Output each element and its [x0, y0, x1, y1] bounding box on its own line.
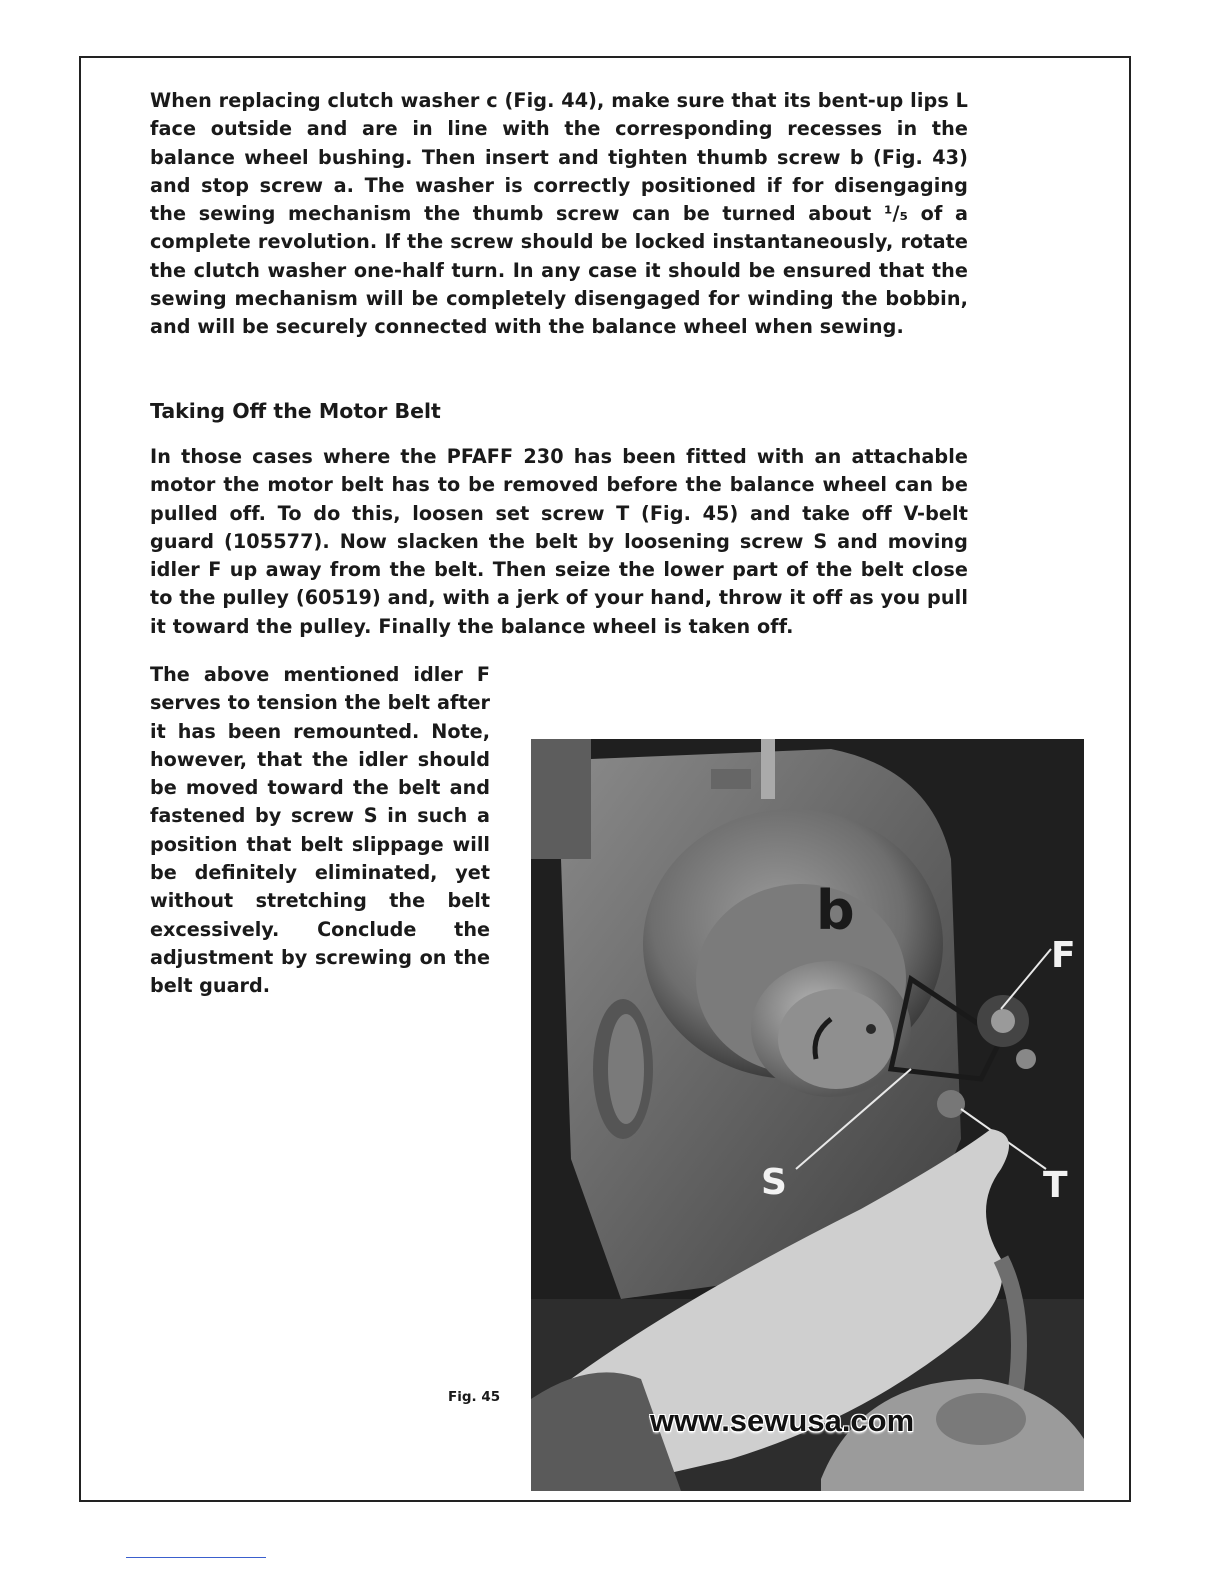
paragraph-clutch-washer: When replacing clutch washer c (Fig. 44), make sure that its bent-up lips L face outside and are in line with the corresponding recesses in the balance wheel bushing. Then insert and tighten thumb screw b (Fig. 43) and stop screw a. The washer is correctly positioned if for disengaging the sewing mechanism the thumb screw can be turned about ¹/₅ of a complete revolution. If the screw should be locked instantaneously, rotate the clutch washer one-half turn. In any case it should be ensured that the sewing mechanism will be completely disengaged for winding the bobbin, and will be securely connected with the balance wheel when sewing. [150, 89, 968, 339]
footer-divider [126, 1557, 266, 1558]
sewing-machine-illustration [531, 739, 1084, 1491]
section-heading: Taking Off the Motor Belt [150, 399, 441, 423]
label-S: S [761, 1162, 787, 1203]
label-T: T [1043, 1165, 1068, 1206]
label-b: b [816, 879, 855, 942]
figure-caption: Fig. 45 [448, 1389, 501, 1405]
paragraph-motor-belt: In those cases where the PFAFF 230 has been fitted with an attachable motor the motor belt has to be removed before the balance wheel can be pulled off. To do this, loosen set screw T (Fig. 45) and take off V-belt guard (105577). Now slacken the belt by loosening screw S and moving idler F up away from the belt. Then seize the lower part of the belt close to the pulley (60519) and, with a jerk of your hand, throw it off as you pull it toward the pulley. Finally the balance wheel is taken off. [150, 445, 968, 638]
label-F: F [1051, 935, 1076, 976]
figure-photo [531, 739, 1084, 1491]
watermark-text: www.sewusa.com [650, 1403, 915, 1438]
paragraph-idler: The above mentioned idler F serves to tension the belt after it has been remounted. Note, however, that the idler should be moved toward the belt and fastened by screw S in such a position that belt slippage will be definitely eliminated, yet without stretching the belt excessively. Conclude the adjustment by screwing on the belt guard. [150, 663, 490, 998]
